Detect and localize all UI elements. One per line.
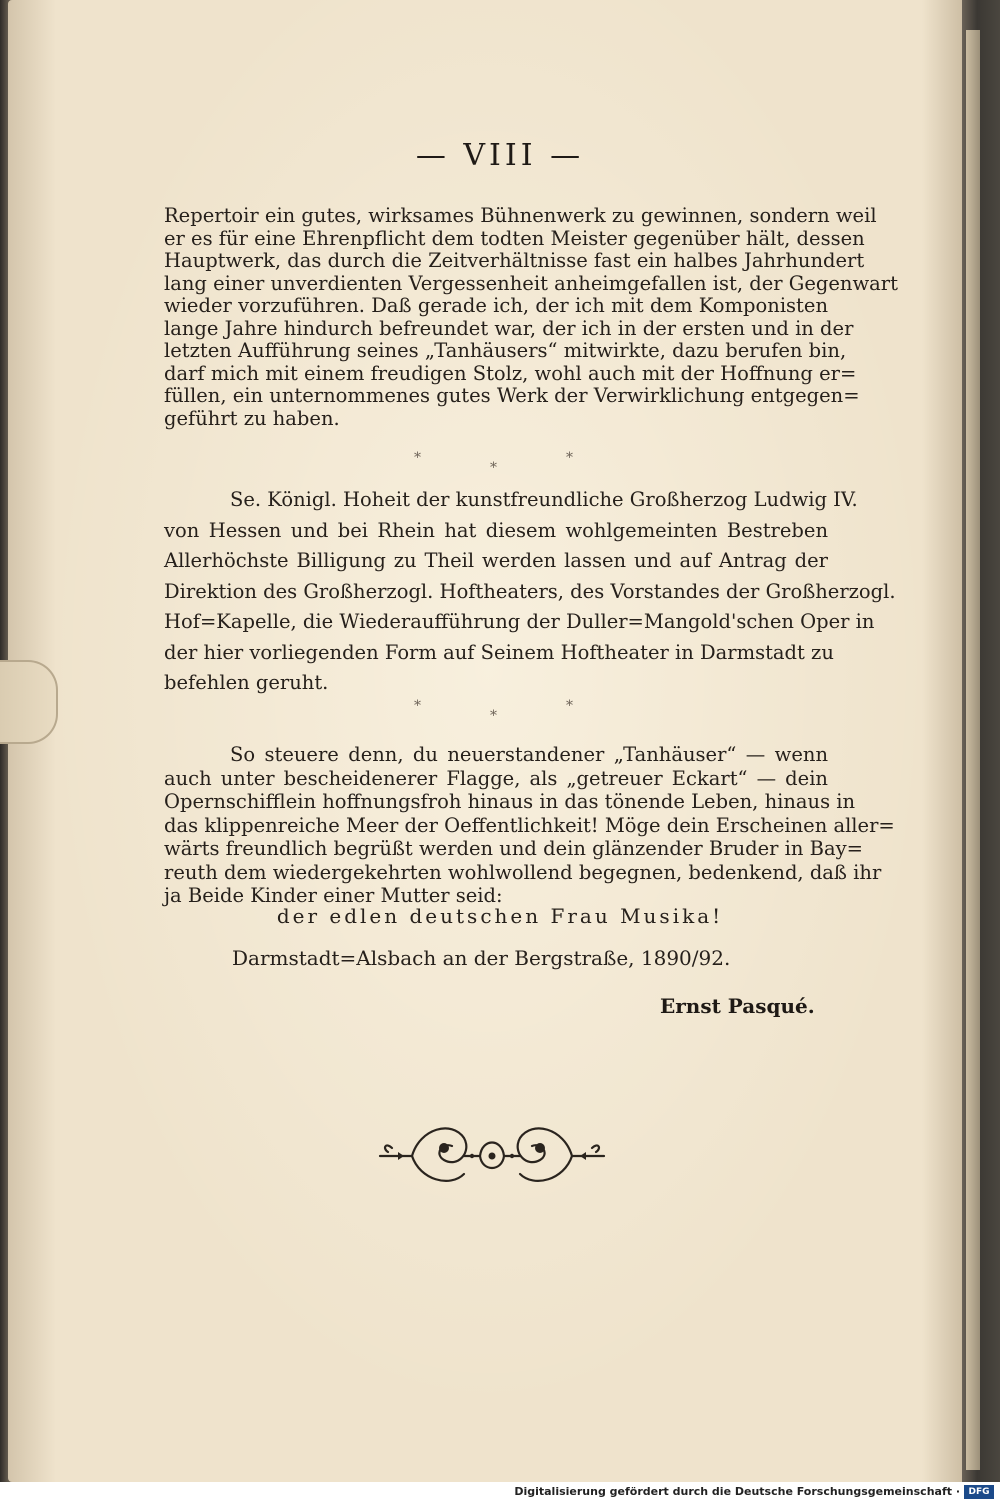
text-line: geführt zu haben. [164,406,340,430]
text-line: Se. Königl. Hoheit der kunstfreundliche Großherzog Ludwig IV. [230,488,858,511]
text-line: von Hessen und bei Rhein hat diesem wohlgemeinten Bestreben [164,518,828,542]
text-line: Opernschifflein hoffnungsfroh hinaus in das tönende Leben, hinaus in [164,790,856,813]
separator-star: * [490,460,497,476]
text-line: füllen, ein unternommenes gutes Werk der Verwirklichung entgegen= [164,384,860,407]
text-line: Direktion des Großherzogl. Hoftheaters, des Vorstandes der Großherzogl. [164,579,896,603]
text-line: So steuere denn, du neuerstandener „Tanhäuser“ — wenn [230,743,828,766]
text-line: lang einer unverdienten Vergessenheit anheimgefallen ist, der Gegenwart [164,271,898,295]
text-line: reuth dem wiedergekehrten wohlwollend begegnen, bedenkend, daß ihr [164,860,882,884]
text-line: Allerhöchste Billigung zu Theil werden lassen und auf Antrag der [164,549,828,572]
text-line: Repertoir ein gutes, wirksames Bühnenwerk zu gewinnen, sondern weil [164,204,877,227]
paragraph-2 [164,485,896,699]
text-line: ja Beide Kinder einer Mutter seid: [164,884,503,907]
text-line: das klippenreiche Meer der Oeffentlichkeit! Möge dein Erscheinen aller= [164,813,895,837]
paragraph-1 [164,204,898,430]
separator-star: * [566,450,573,466]
right-page-edge [966,30,980,1470]
author-signature: Ernst Pasqué. [660,994,815,1018]
footer-bar [0,1482,1000,1502]
text-line: er es für eine Ehrenpflicht dem todten Meister gegenüber hält, dessen [164,226,865,250]
page-number: — VIII — [415,138,585,173]
funding-credit: Digitalisierung gefördert durch die Deutsche Forschungsgemeinschaft · [514,1485,960,1498]
separator-star: * [414,698,421,714]
text-line: auch unter bescheidenerer Flagge, als „getreuer Eckart“ — dein [164,766,828,790]
separator-star: * [414,450,421,466]
ornament-vignette-icon [372,1108,612,1198]
text-line: darf mich mit einem freudigen Stolz, wohl auch mit der Hoffnung er= [164,361,857,385]
text-line: der hier vorliegenden Form auf Seinem Hoftheater in Darmstadt zu [164,640,834,664]
dateline: Darmstadt=Alsbach an der Bergstraße, 1890/92. [232,946,731,970]
text-line: wärts freundlich begrüßt werden und dein glänzender Bruder in Bay= [164,837,863,860]
text-line: befehlen geruht. [164,671,329,694]
dfg-logo: DFG [964,1485,994,1499]
separator-star: * [490,708,497,724]
text-line: Hauptwerk, das durch die Zeitverhältnisse fast ein halbes Jahrhundert [164,249,865,272]
separator-star: * [566,698,573,714]
text-line: letzten Aufführung seines „Tanhäusers“ mitwirkte, dazu berufen bin, [164,339,847,362]
closing-line: der edlen deutschen Frau Musika! [276,904,724,928]
text-line: lange Jahre hindurch befreundet war, der ich in der ersten und in der [164,316,854,340]
text-line: wieder vorzuführen. Daß gerade ich, der ich mit dem Komponisten [164,294,828,317]
page-holder-clip [0,660,58,744]
paragraph-3 [164,743,895,908]
text-line: Hof=Kapelle, die Wiederaufführung der Duller=Mangold'schen Oper in [164,610,875,633]
